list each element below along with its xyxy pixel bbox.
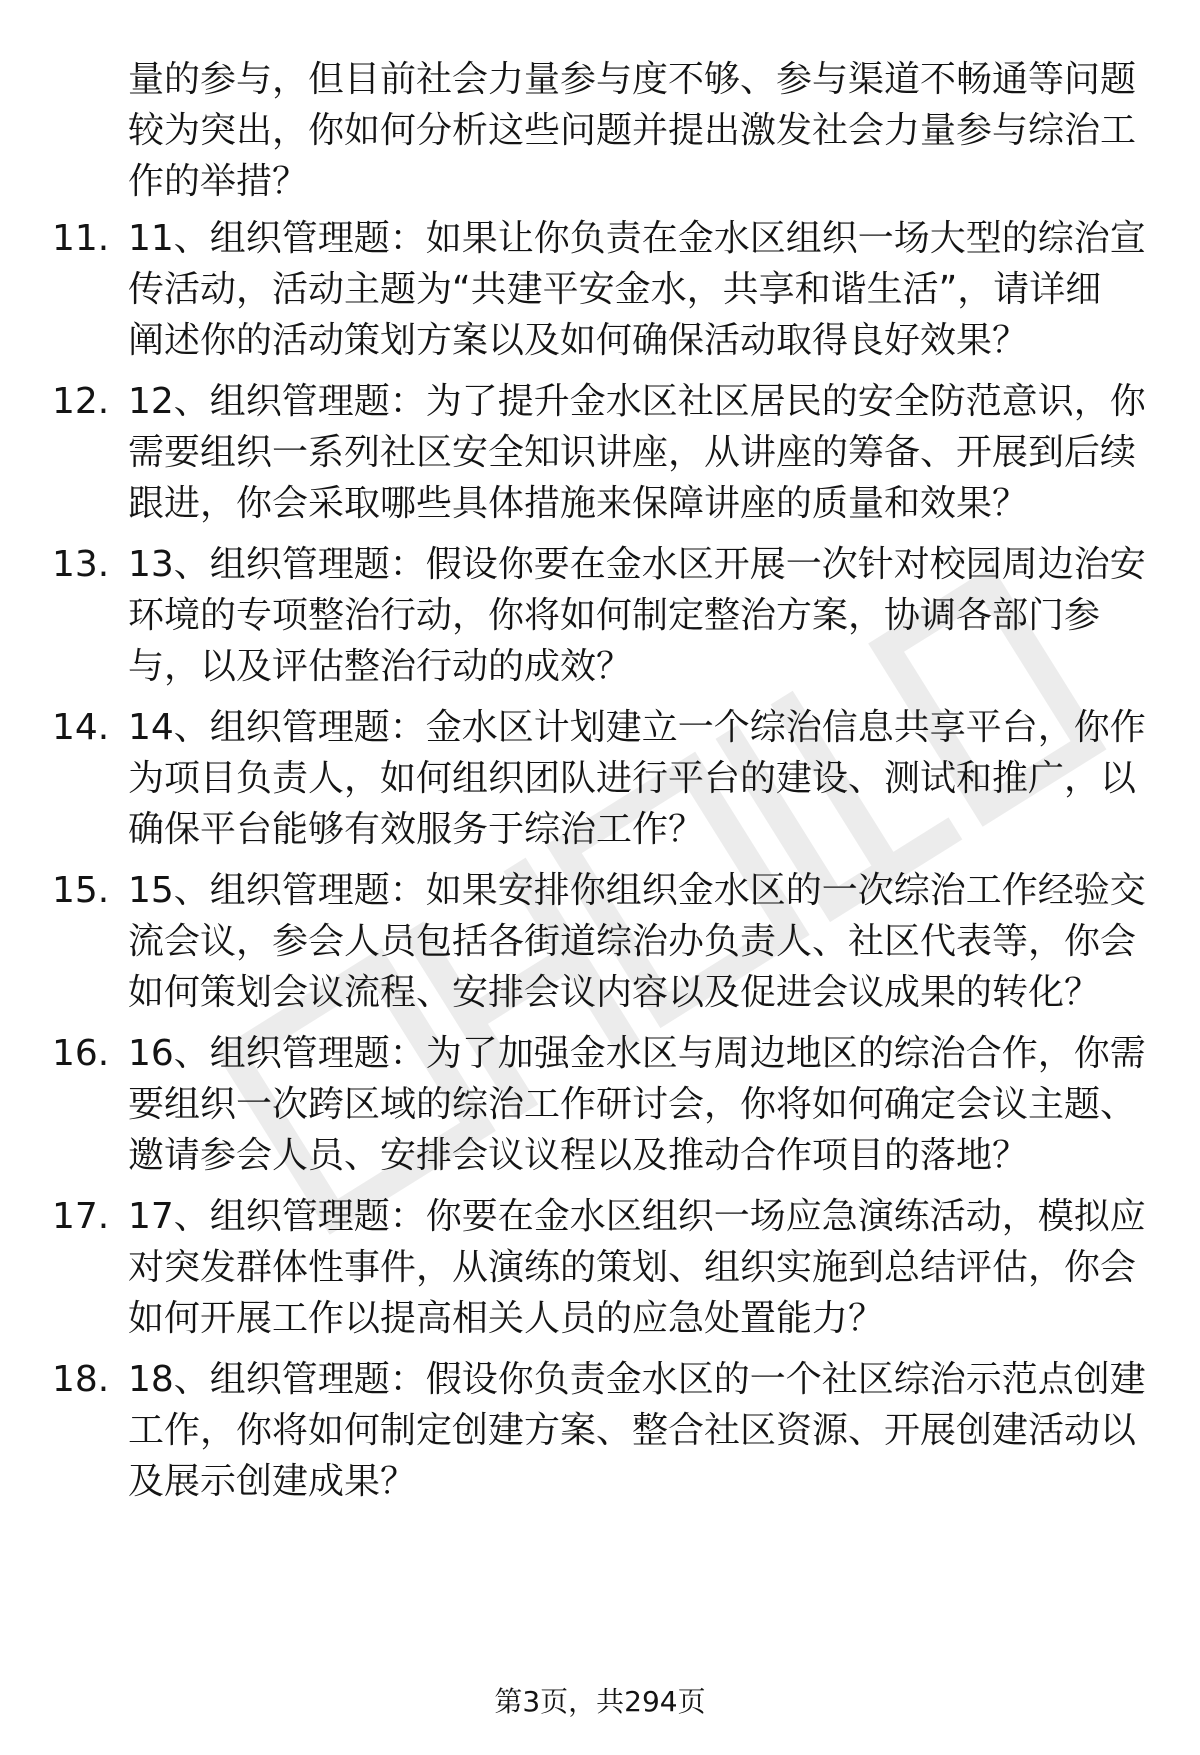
question-line: 18、组织管理题：假设你负责金水区的一个社区综治示范点创建	[128, 1359, 1146, 1400]
question-number: 18.	[52, 1359, 110, 1400]
page-indicator: 第3页，共294页	[494, 1685, 706, 1718]
question-number: 14.	[52, 707, 110, 748]
question-line: 工作，你将如何制定创建方案、整合社区资源、开展创建活动以	[128, 1410, 1137, 1451]
question-line: 13、组织管理题：假设你要在金水区开展一次针对校园周边治安	[128, 544, 1146, 585]
question-line: 确保平台能够有效服务于综治工作？	[128, 809, 705, 850]
question-line: 17、组织管理题：你要在金水区组织一场应急演练活动，模拟应	[128, 1196, 1146, 1237]
question-line: 邀请参会人员、安排会议议程以及推动合作项目的落地？	[128, 1135, 1029, 1176]
question-line: 对突发群体性事件，从演练的策划、组织实施到总结评估，你会	[128, 1247, 1137, 1288]
intro-line: 作的举措？	[128, 161, 309, 202]
question-number: 16.	[52, 1033, 110, 1074]
question-line: 15、组织管理题：如果安排你组织金水区的一次综治工作经验交	[128, 870, 1146, 911]
question-line: 阐述你的活动策划方案以及如何确保活动取得良好效果？	[128, 320, 1029, 361]
question-line: 跟进，你会采取哪些具体措施来保障讲座的质量和效果？	[128, 483, 1029, 524]
question-line: 如何开展工作以提高相关人员的应急处置能力？	[128, 1298, 885, 1339]
question-line: 要组织一次跨区域的综治工作研讨会，你将如何确定会议主题、	[128, 1084, 1137, 1125]
intro-line: 量的参与，但目前社会力量参与度不够、参与渠道不畅通等问题	[128, 59, 1137, 100]
question-line: 环境的专项整治行动，你将如何制定整治方案，协调各部门参	[128, 595, 1101, 636]
question-line: 需要组织一系列社区安全知识讲座，从讲座的筹备、开展到后续	[128, 432, 1137, 473]
question-number: 11.	[52, 218, 110, 259]
question-line: 及展示创建成果？	[128, 1461, 417, 1502]
question-line: 14、组织管理题：金水区计划建立一个综治信息共享平台，你作	[128, 707, 1146, 748]
question-line: 为项目负责人，如何组织团队进行平台的建设、测试和推广，以	[128, 758, 1137, 799]
question-line: 11、组织管理题：如果让你负责在金水区组织一场大型的综治宣	[128, 218, 1146, 259]
intro-line: 较为突出，你如何分析这些问题并提出激发社会力量参与综治工	[128, 110, 1137, 151]
question-number: 15.	[52, 870, 110, 911]
question-line: 16、组织管理题：为了加强金水区与周边地区的综治合作，你需	[128, 1033, 1146, 1074]
question-line: 流会议，参会人员包括各街道综治办负责人、社区代表等，你会	[128, 921, 1137, 962]
question-number: 13.	[52, 544, 110, 585]
question-line: 如何策划会议流程、安排会议内容以及促进会议成果的转化？	[128, 972, 1101, 1013]
question-number: 12.	[52, 381, 110, 422]
question-number: 17.	[52, 1196, 110, 1237]
question-line: 与，以及评估整治行动的成效？	[128, 646, 633, 687]
question-line: 传活动，活动主题为“共建平安金水，共享和谐生活”，请详细	[128, 269, 1102, 310]
question-line: 12、组织管理题：为了提升金水区社区居民的安全防范意识，你	[128, 381, 1146, 422]
